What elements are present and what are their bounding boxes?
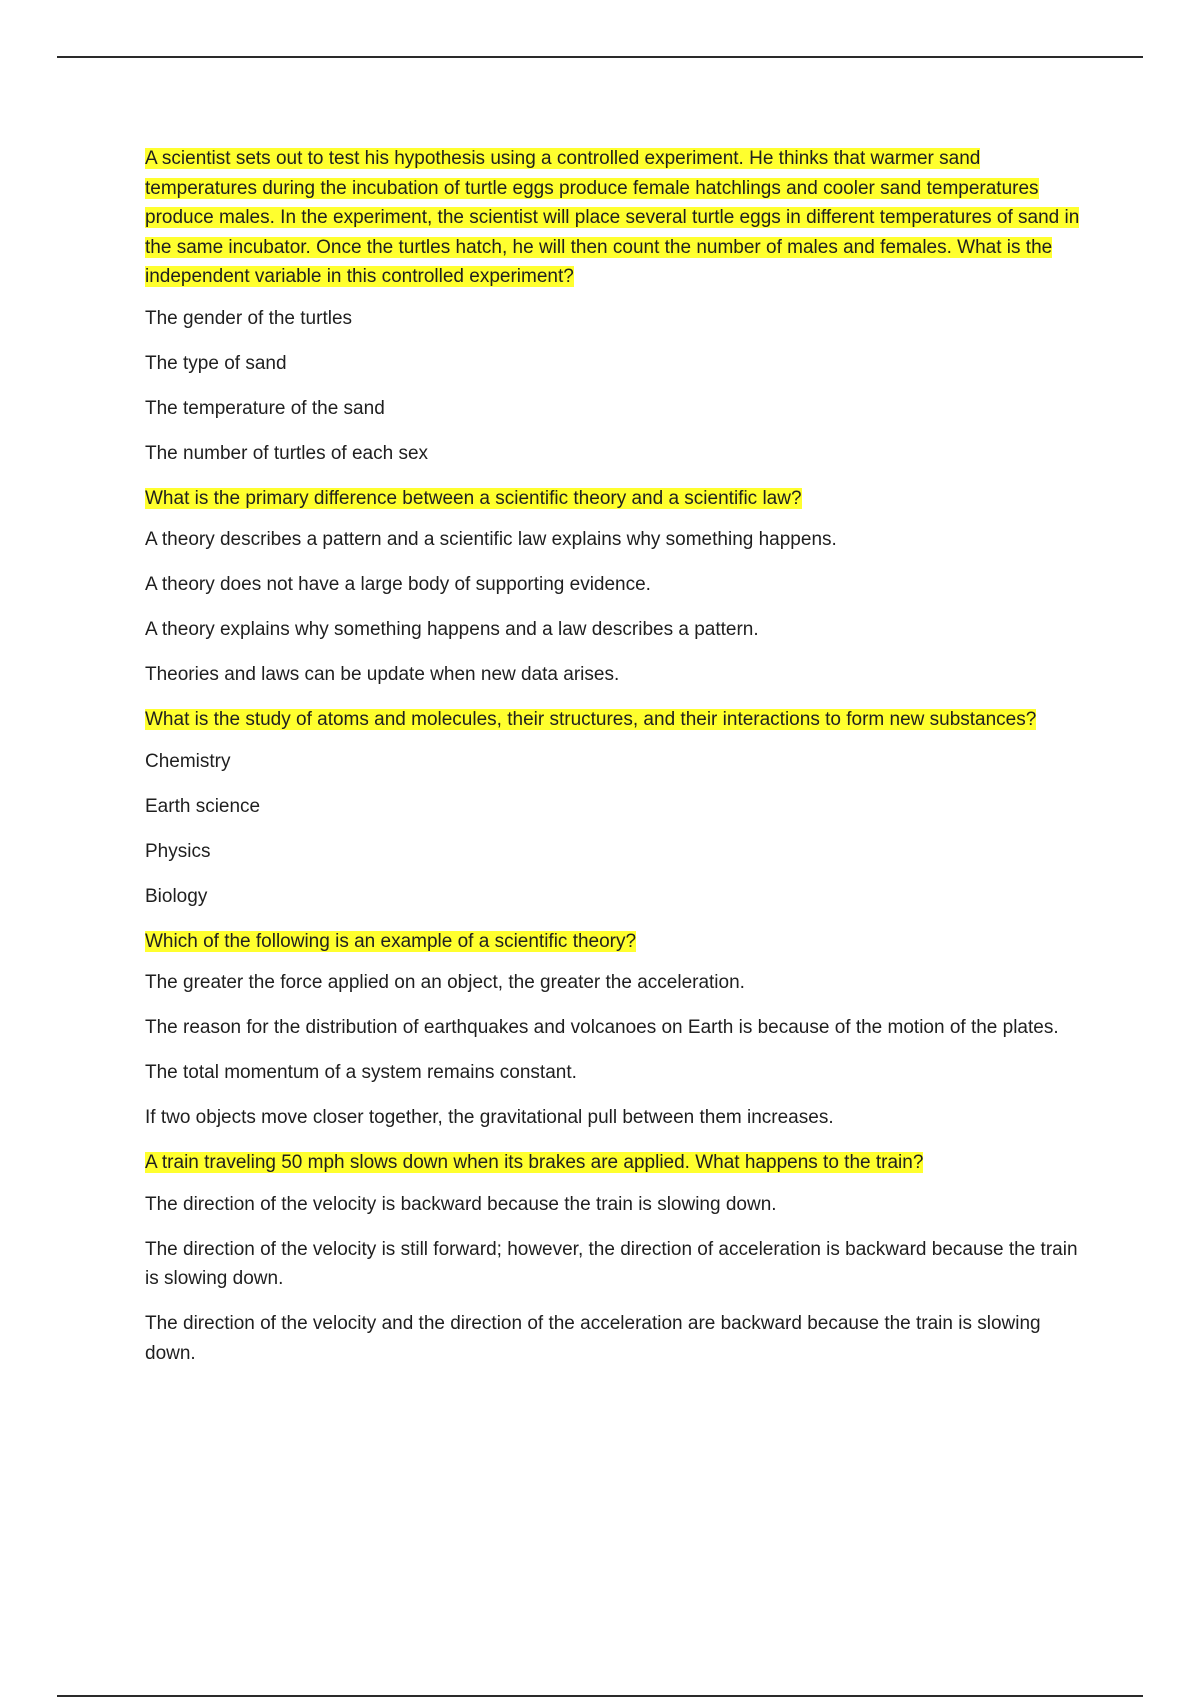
question-text: Which of the following is an example of a scientific theory? — [145, 930, 637, 952]
question-text: A scientist sets out to test his hypothesis using a controlled experiment. He thinks that warmer sand temperatures during the incubation of turtle eggs produce female hatchlings and cooler sand temperatures produce males. In the experiment, the scientist will place several turtle eggs in different temperatures of sand in the same incubator. Once the turtles hatch, he will then count the number of males and females. What is the independent variable in this controlled experiment? — [145, 148, 1080, 287]
answer-option: Theories and laws can be update when new data arises. — [145, 664, 620, 685]
question-text: What is the primary difference between a scientific theory and a scientific law? — [145, 487, 802, 509]
answer-option: The total momentum of a system remains constant. — [145, 1062, 577, 1083]
header-rule — [57, 56, 1143, 58]
answer-option: If two objects move closer together, the gravitational pull between them increases. — [145, 1107, 834, 1128]
question-3 — [145, 705, 1085, 735]
answer-option: A theory does not have a large body of supporting evidence. — [145, 574, 651, 595]
answer-option: Physics — [145, 840, 211, 862]
footer-rule — [57, 1695, 1143, 1697]
answer-option: A theory describes a pattern and a scientific law explains why something happens. — [145, 529, 837, 550]
question-1 — [145, 144, 1085, 292]
answer-option: Earth science — [145, 795, 261, 817]
question-5 — [145, 1148, 1085, 1178]
answer-option: A theory explains why something happens and a law describes a pattern. — [145, 619, 759, 640]
question-2 — [145, 484, 1085, 514]
answer-option: The direction of the velocity is backward because the train is slowing down. — [145, 1193, 777, 1215]
answer-option: The temperature of the sand — [145, 397, 385, 419]
answer-option: The greater the force applied on an object, the greater the acceleration. — [145, 972, 745, 993]
answer-option: The reason for the distribution of earthquakes and volcanoes on Earth is because of the motion of the plates. — [145, 1017, 1059, 1038]
answer-option: The number of turtles of each sex — [145, 442, 429, 464]
answer-option: The gender of the turtles — [145, 307, 353, 329]
answer-option: The direction of the velocity is still forward; however, the direction of acceleration is backward because the train is slowing down. — [145, 1238, 1078, 1289]
answer-option: Biology — [145, 885, 208, 907]
question-text: What is the study of atoms and molecules, their structures, and their interactions to form new substances? — [145, 709, 1037, 730]
answer-option: Chemistry — [145, 750, 231, 772]
question-text: A train traveling 50 mph slows down when its brakes are applied. What happens to the train? — [145, 1152, 924, 1173]
answer-option: The direction of the velocity and the direction of the acceleration are backward because the train is slowing down. — [145, 1313, 1041, 1364]
question-4 — [145, 927, 1085, 957]
document-body — [145, 144, 1085, 1384]
answer-option: The type of sand — [145, 352, 287, 374]
